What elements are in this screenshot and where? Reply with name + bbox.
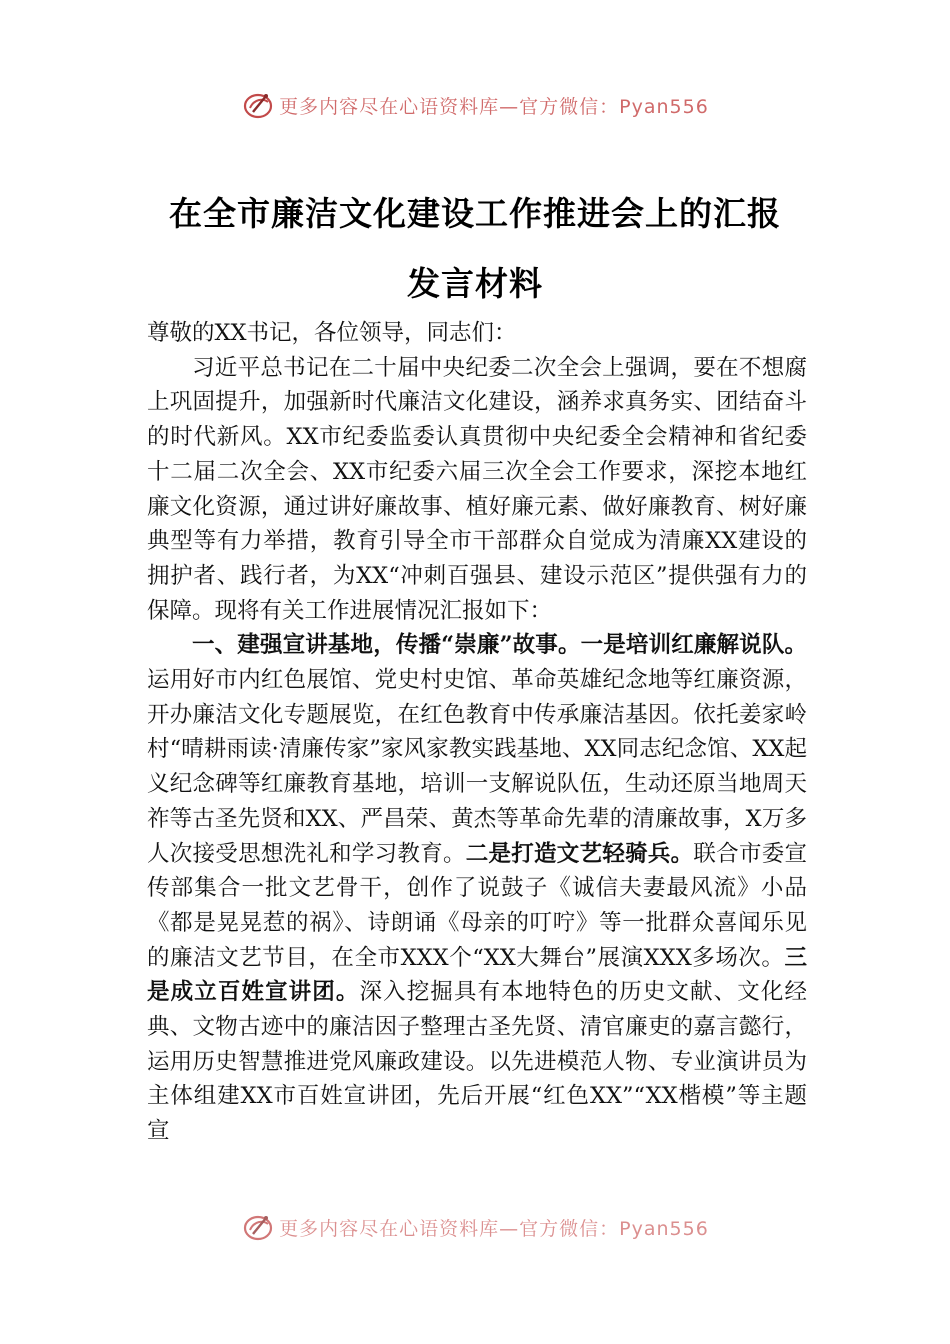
intro-paragraph: 习近平总书记在二十届中央纪委二次全会上强调，要在不想腐上巩固提升，加强新时代廉洁文化建设，涵养求真务实、团结奋斗的时代新风。XX市纪委监委认真贯彻中央纪委全会精神和省纪委十二届二次全会、XX市纪委六届三次全会工作要求，深挖本地红廉文化资源，通过讲好廉故事、植好廉元素、做好廉教育、树好廉典型等有力举措，教育引导全市干部群众自觉成为清廉XX建设的拥护者、践行者，为XX“冲刺百强县、建设示范区”提供强有力的保障。现将有关工作进展情况汇报如下：	[147, 354, 807, 624]
sub1-heading: 一是培训红廉解说队。	[580, 632, 807, 659]
salutation: 尊敬的XX书记，各位领导，同志们：	[147, 320, 517, 346]
watermark-text: 更多内容尽在心语资料库—官方微信：Pyan556	[279, 96, 709, 118]
sub2-heading: 二是打造文艺轻骑兵。	[465, 840, 694, 867]
document-title-line2: 发言材料	[407, 264, 543, 303]
sub3-text: 深入挖掘具有本地特色的历史文献、文化经典、文物古迹中的廉洁因子整理古圣先贤、清官廉吏的嘉言懿行，运用历史智慧推进党风廉政建设。以先进模范人物、专业演讲员为主体组建XX市百姓宣讲团，先后开展“红色XX”“XX楷模”等主题宣	[147, 979, 807, 1145]
section1-paragraph	[147, 628, 807, 1149]
sub3-heading: 三是成立百姓宣讲团。	[147, 944, 807, 1006]
document-title-line1: 在全市廉洁文化建设工作推进会上的汇报	[169, 194, 781, 233]
watermark-header	[0, 90, 950, 125]
watermark-footer	[0, 1212, 950, 1247]
brand-logo-icon	[241, 1212, 275, 1247]
brand-logo-icon	[241, 90, 275, 125]
document-body	[147, 316, 807, 1149]
section1-heading: 一、建强宣讲基地，传播“崇廉”故事。	[192, 632, 581, 659]
sub2-text: 联合市委宣传部集合一批文艺骨干，创作了说鼓子《诚信夫妻最风流》小品《都是晃晃惹的祸》、诗朗诵《母亲的叮咛》等一批群众喜闻乐见的廉洁文艺节目，在全市XXX个“XX大舞台”展演XXX多场次。	[147, 840, 807, 971]
watermark-text: 更多内容尽在心语资料库—官方微信：Pyan556	[279, 1218, 709, 1240]
sub1-text: 运用好市内红色展馆、党史村史馆、革命英雄纪念地等红廉资源，开办廉洁文化专题展览，在红色教育中传承廉洁基因。依托姜家岭村“晴耕雨读·清廉传家”家风家教实践基地、XX同志纪念馆、XX起义纪念碑等红廉教育基地，培训一支解说队伍，生动还原当地周天祚等古圣先贤和XX、严昌荣、黄杰等革命先辈的清廉故事，X万多人次接受思想洗礼和学习教育。	[147, 667, 807, 867]
